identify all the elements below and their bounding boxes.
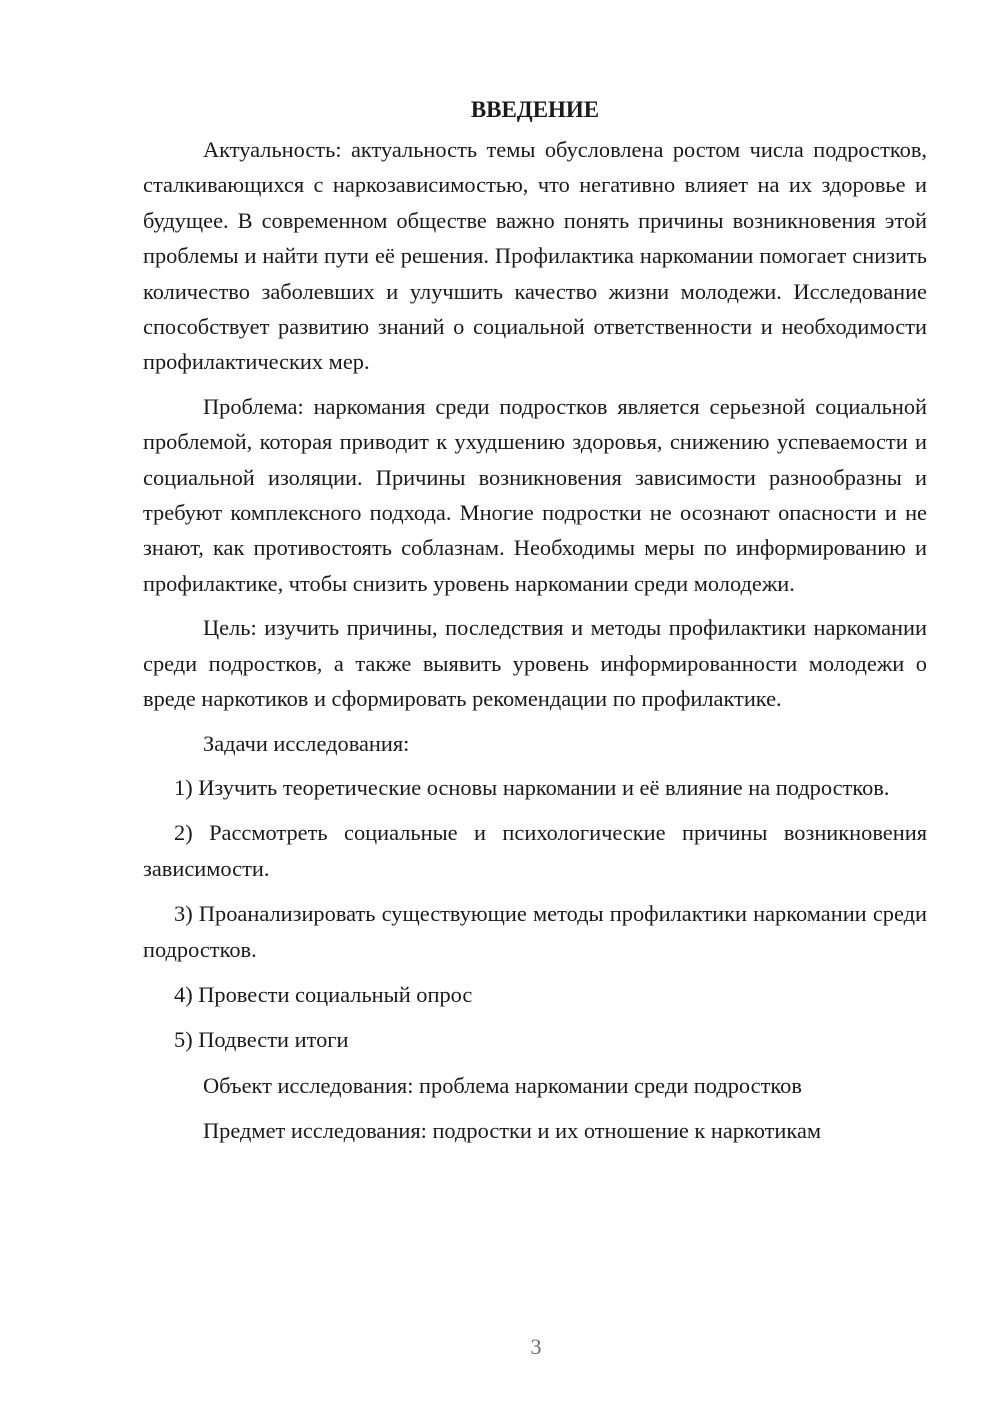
goal-paragraph: Цель: изучить причины, последствия и методы профилактики наркомании среди подростков, а также выявить уровень информированности молодежи о вреде наркотиков и сформировать рекомендации по профилактике. — [143, 615, 927, 712]
task-item-2: 2) Рассмотреть социальные и психологические причины возникновения зависимости. — [143, 820, 927, 881]
research-subject: Предмет исследования: подростки и их отношение к наркотикам — [203, 1118, 822, 1144]
relevance-paragraph: Актуальность: актуальность темы обусловлена ростом числа подростков, сталкивающихся с наркозависимостью, что негативно влияет на их здоровье и будущее. В современном обществе важно понять причины возникновения этой проблемы и найти пути её решения. Профилактика наркомании помогает снизить количество заболевших и улучшить качество жизни молодежи. Исследование способствует развитию знаний о социальной ответственности и необходимости профилактических мер. — [143, 137, 927, 375]
task-item-3: 3) Проанализировать существующие методы профилактики наркомании среди подростков. — [143, 901, 927, 962]
task-item-5: 5) Подвести итоги — [174, 1027, 349, 1053]
tasks-heading: Задачи исследования: — [203, 730, 410, 756]
task-item-4: 4) Провести социальный опрос — [174, 981, 473, 1007]
page-content — [143, 92, 927, 1159]
page-number: 3 — [530, 1334, 542, 1359]
page-title: ВВЕДЕНИЕ — [470, 97, 600, 122]
research-object: Объект исследования: проблема наркомании среди подростков — [203, 1072, 802, 1098]
problem-paragraph: Проблема: наркомания среди подростков является серьезной социальной проблемой, которая приводит к ухудшению здоровья, снижению успеваемости и социальной изоляции. Причины возникновения зависимости разнообразны и требуют комплексного подхода. Многие подростки не осознают опасности и не знают, как противостоять соблазнам. Необходимы меры по информированию и профилактике, чтобы снизить уровень наркомании среди молодежи. — [143, 393, 927, 596]
task-item-1: 1) Изучить теоретические основы наркомании и её влияние на подростков. — [174, 774, 890, 800]
